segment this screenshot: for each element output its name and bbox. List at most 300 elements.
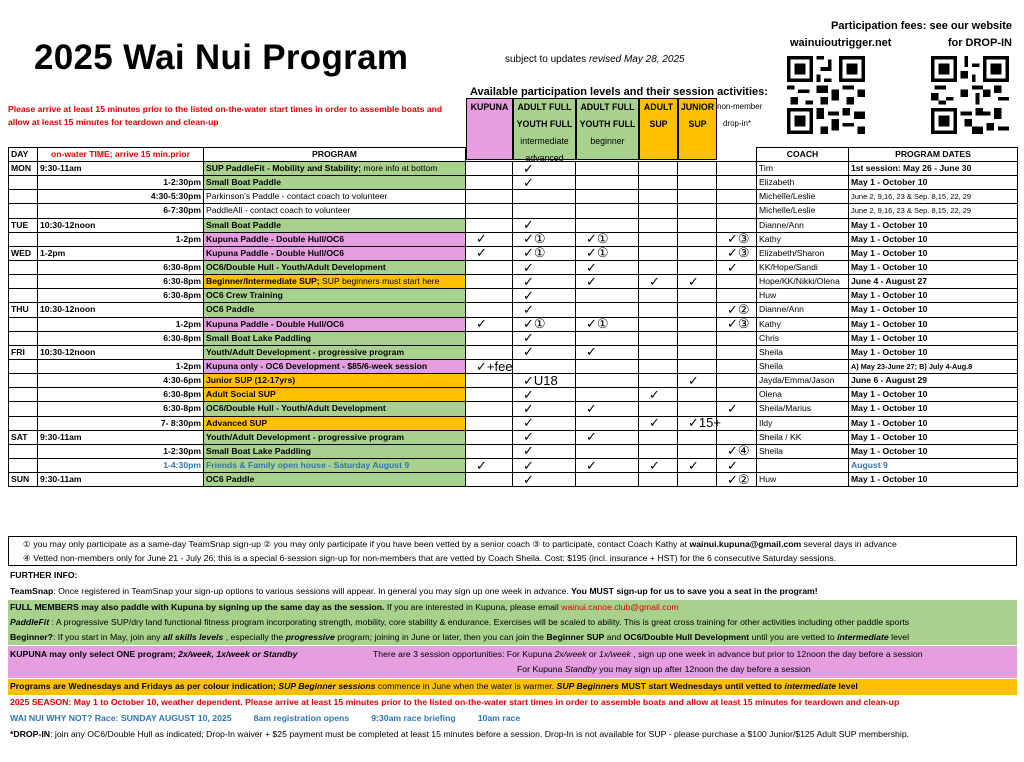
kupuna-note: KUPUNA may only select ONE program; 2x/week, 1x/week or Standby There are 3 session opportunities: For Kupuna 2x/week or 1x/week , sign up one week in advance but prior to 12noon the day before a session For Kupuna Standby you may sign up after 12noon the day before a session bbox=[8, 646, 1017, 678]
level-header-line: ADULT FULL bbox=[517, 102, 572, 112]
program-cell bbox=[204, 260, 466, 274]
dates-cell: May 1 - October 10 bbox=[849, 430, 1018, 444]
program-name: OC6/Double Hull - Youth/Adult Development bbox=[206, 403, 386, 414]
level-check-cell bbox=[639, 162, 678, 176]
level-check-cell bbox=[639, 176, 678, 190]
level-check-cell bbox=[678, 190, 717, 204]
level-check-cell: ✓① bbox=[513, 246, 576, 260]
level-check-cell bbox=[466, 162, 513, 176]
dates-cell: May 1 - October 10 bbox=[849, 388, 1018, 402]
program-cell bbox=[204, 303, 466, 317]
program-cell bbox=[204, 388, 466, 402]
dates-cell: May 1 - October 10 bbox=[849, 303, 1018, 317]
level-check-cell: ✓③ bbox=[717, 232, 757, 246]
level-check-cell bbox=[576, 359, 639, 373]
level-check-cell bbox=[576, 289, 639, 303]
qr-code-website-icon bbox=[786, 56, 866, 134]
table-row bbox=[9, 260, 1018, 274]
level-check-cell: ✓ bbox=[513, 444, 576, 458]
level-check-cell bbox=[639, 374, 678, 388]
level-check-cell bbox=[717, 275, 757, 289]
table-row bbox=[9, 218, 1018, 232]
header-level-blank bbox=[678, 148, 717, 162]
time-cell: 6:30-8pm bbox=[38, 260, 204, 274]
program-name: Friends & Family open house - Saturday August 9 bbox=[206, 460, 410, 471]
program-cell bbox=[204, 289, 466, 303]
day-cell: WED bbox=[9, 246, 38, 260]
level-header-line: beginner bbox=[590, 136, 625, 146]
time-cell: 1-2pm bbox=[38, 232, 204, 246]
day-cell bbox=[9, 176, 38, 190]
level-check-cell bbox=[466, 388, 513, 402]
level-check-cell bbox=[513, 204, 576, 218]
level-check-cell: ✓15+ bbox=[678, 416, 717, 430]
coach-cell: Chris bbox=[757, 331, 849, 345]
time-cell: 6:30-8pm bbox=[38, 331, 204, 345]
table-row bbox=[9, 232, 1018, 246]
coach-cell: Kathy bbox=[757, 317, 849, 331]
level-check-cell bbox=[639, 359, 678, 373]
level-check-cell bbox=[639, 473, 678, 487]
level-check-cell bbox=[678, 204, 717, 218]
level-check-cell bbox=[639, 345, 678, 359]
further-info-heading: FURTHER INFO: bbox=[10, 570, 78, 580]
qr-code-dropin-icon bbox=[930, 56, 1010, 134]
table-row bbox=[9, 359, 1018, 373]
header-level-blank bbox=[717, 148, 757, 162]
day-cell: SUN bbox=[9, 473, 38, 487]
schedule-table bbox=[8, 147, 1018, 487]
level-check-cell bbox=[576, 176, 639, 190]
page-title: 2025 Wai Nui Program bbox=[34, 38, 409, 77]
level-check-cell: ✓ bbox=[466, 232, 513, 246]
levels-title: Available participation levels and their session activities: bbox=[470, 86, 768, 98]
table-row bbox=[9, 458, 1018, 472]
table-row bbox=[9, 176, 1018, 190]
time-cell: 10:30-12noon bbox=[38, 303, 204, 317]
program-name: OC6/Double Hull - Youth/Adult Development bbox=[206, 262, 386, 273]
program-name: Small Boat Paddle bbox=[206, 177, 281, 188]
level-check-cell: ✓③ bbox=[717, 246, 757, 260]
level-check-cell bbox=[678, 331, 717, 345]
coach-cell: Jayda/Emma/Jason bbox=[757, 374, 849, 388]
program-name: SUP PaddleFit - Mobility and Stability; bbox=[206, 163, 362, 174]
level-check-cell bbox=[717, 331, 757, 345]
coach-cell: Elizabeth/Sharon bbox=[757, 246, 849, 260]
level-check-cell bbox=[717, 218, 757, 232]
level-check-cell bbox=[678, 303, 717, 317]
time-cell: 1-2:30pm bbox=[38, 444, 204, 458]
level-check-cell bbox=[466, 260, 513, 274]
level-check-cell bbox=[576, 204, 639, 218]
day-cell: THU bbox=[9, 303, 38, 317]
time-cell: 10:30-12noon bbox=[38, 345, 204, 359]
program-name: Kupuna Paddle - Double Hull/OC6 bbox=[206, 318, 344, 329]
program-cell bbox=[204, 345, 466, 359]
level-check-cell bbox=[678, 359, 717, 373]
level-check-cell bbox=[466, 473, 513, 487]
level-check-cell: ✓ bbox=[513, 260, 576, 274]
level-check-cell: ✓+fee bbox=[466, 359, 513, 373]
table-header-row bbox=[9, 148, 1018, 162]
day-cell bbox=[9, 444, 38, 458]
program-name: Youth/Adult Development - progressive program bbox=[206, 431, 404, 442]
level-check-cell bbox=[466, 402, 513, 416]
time-cell: 9:30-11am bbox=[38, 162, 204, 176]
dates-cell: May 1 - October 10 bbox=[849, 289, 1018, 303]
program-cell bbox=[204, 218, 466, 232]
program-cell bbox=[204, 275, 466, 289]
program-name: PaddleAll - contact coach to volunteer bbox=[206, 205, 351, 216]
level-header-line: KUPUNA bbox=[470, 102, 509, 112]
level-check-cell bbox=[639, 317, 678, 331]
program-name: Small Boat Lake Paddling bbox=[206, 332, 312, 343]
day-cell bbox=[9, 260, 38, 274]
time-cell: 6:30-8pm bbox=[38, 289, 204, 303]
level-check-cell: ✓ bbox=[513, 458, 576, 472]
program-name: Kupuna Paddle - Double Hull/OC6 bbox=[206, 233, 344, 244]
day-cell bbox=[9, 359, 38, 373]
level-header-line: JUNIOR bbox=[680, 102, 715, 112]
table-row bbox=[9, 317, 1018, 331]
level-check-cell: ✓ bbox=[639, 388, 678, 402]
program-cell bbox=[204, 444, 466, 458]
level-check-cell: ✓ bbox=[576, 345, 639, 359]
table-row bbox=[9, 473, 1018, 487]
level-header-line: YOUTH FULL bbox=[516, 119, 573, 129]
level-check-cell: ✓ bbox=[513, 303, 576, 317]
level-check-cell bbox=[678, 402, 717, 416]
level-check-cell bbox=[639, 289, 678, 303]
level-check-cell bbox=[717, 374, 757, 388]
program-cell bbox=[204, 430, 466, 444]
level-check-cell: ✓ bbox=[513, 388, 576, 402]
footnote-line-2: ④ Vetted non-members only for June 21 - July 26: this is a special 6-session sign-up for non-members that are vetted by Coach Sheila. Cost: $195 (incl. insurance + HST) for the 6 consecutive Saturday sessions. bbox=[23, 553, 836, 563]
level-check-cell bbox=[717, 388, 757, 402]
table-row bbox=[9, 190, 1018, 204]
dates-cell: A) May 23-June 27; B) July 4-Aug.8 bbox=[849, 359, 1018, 373]
level-header-line: drop-in* bbox=[722, 119, 751, 128]
day-cell bbox=[9, 374, 38, 388]
level-check-cell bbox=[466, 444, 513, 458]
dropin-note: *DROP-IN: join any OC6/Double Hull as indicated; Drop-In waiver + $25 payment must be completed at least 15 minutes before a session. Drop-In is not available for SUP - please purchase a $100 Junior/$125 Adult SUP membership. bbox=[10, 729, 910, 739]
program-cell bbox=[204, 416, 466, 430]
dates-cell: June 2, 9,16, 23 & Sep. 8,15, 22, 29 bbox=[849, 204, 1018, 218]
level-check-cell bbox=[576, 444, 639, 458]
dates-cell: June 4 - August 27 bbox=[849, 275, 1018, 289]
day-cell bbox=[9, 331, 38, 345]
table-row bbox=[9, 416, 1018, 430]
level-check-cell: ✓ bbox=[513, 331, 576, 345]
program-name: Small Boat Lake Paddling bbox=[206, 445, 312, 456]
time-cell: 7- 8:30pm bbox=[38, 416, 204, 430]
level-check-cell: ✓ bbox=[639, 416, 678, 430]
coach-cell: Tim bbox=[757, 162, 849, 176]
level-check-cell: ✓ bbox=[513, 430, 576, 444]
level-check-cell: ✓③ bbox=[717, 317, 757, 331]
level-check-cell bbox=[678, 289, 717, 303]
level-check-cell: ✓ bbox=[513, 416, 576, 430]
coach-cell: Elizabeth bbox=[757, 176, 849, 190]
website-link[interactable]: wainuioutrigger.net bbox=[790, 37, 892, 49]
dates-cell: May 1 - October 10 bbox=[849, 218, 1018, 232]
level-check-cell bbox=[576, 331, 639, 345]
level-check-cell: ✓ bbox=[576, 260, 639, 274]
level-check-cell bbox=[717, 204, 757, 218]
level-check-cell: ✓ bbox=[576, 402, 639, 416]
time-cell: 1-2pm bbox=[38, 317, 204, 331]
paddlefit-note: PaddleFit : A progressive SUP/dry land functional fitness program incorporating strength, mobility, core stability & endurance. Exercises will be scaled to ability. This is great cross training for other activities including other paddle sports bbox=[8, 615, 1017, 630]
coach-cell: Michelle/Leslie bbox=[757, 204, 849, 218]
level-check-cell bbox=[576, 190, 639, 204]
program-name: OC6 Paddle bbox=[206, 304, 255, 315]
header-time: on-water TIME; arrive 15 min.prior bbox=[38, 148, 204, 162]
header-level-blank bbox=[639, 148, 678, 162]
level-check-cell bbox=[678, 176, 717, 190]
level-check-cell bbox=[717, 162, 757, 176]
level-check-cell bbox=[466, 275, 513, 289]
header-level-blank bbox=[576, 148, 639, 162]
coach-cell: Huw bbox=[757, 289, 849, 303]
day-cell: SAT bbox=[9, 430, 38, 444]
level-check-cell bbox=[717, 345, 757, 359]
level-check-cell bbox=[576, 162, 639, 176]
dates-cell: May 1 - October 10 bbox=[849, 473, 1018, 487]
level-header-line: ADULT bbox=[643, 102, 674, 112]
program-extra: more info at bottom bbox=[361, 163, 438, 174]
level-check-cell: ✓ bbox=[466, 246, 513, 260]
day-cell: FRI bbox=[9, 345, 38, 359]
dates-cell: May 1 - October 10 bbox=[849, 416, 1018, 430]
footnote-line-1: ① you may only participate as a same-day TeamSnap sign-up ② you may only participate if you have been vetted by a senior coach ③ to participate, contact Coach Kathy at wainui.kupuna@gmail.com several days in advance bbox=[23, 539, 897, 549]
program-cell bbox=[204, 246, 466, 260]
level-check-cell: ✓① bbox=[513, 232, 576, 246]
dates-cell: May 1 - October 10 bbox=[849, 260, 1018, 274]
level-check-cell: ✓ bbox=[576, 275, 639, 289]
dates-cell: May 1 - October 10 bbox=[849, 317, 1018, 331]
level-check-cell bbox=[466, 345, 513, 359]
time-cell: 10:30-12noon bbox=[38, 218, 204, 232]
coach-cell: Dianne/Ann bbox=[757, 218, 849, 232]
level-check-cell: ✓ bbox=[576, 430, 639, 444]
level-check-cell: ✓ bbox=[639, 275, 678, 289]
level-check-cell bbox=[466, 190, 513, 204]
level-check-cell: ✓ bbox=[678, 275, 717, 289]
level-check-cell: ✓ bbox=[717, 260, 757, 274]
program-cell bbox=[204, 359, 466, 373]
arrival-warning: Please arrive at least 15 minutes prior to the listed on-the-water start times in order to assemble boats and allow at least 15 minutes for teardown and clean-up bbox=[8, 104, 443, 127]
level-check-cell bbox=[639, 260, 678, 274]
day-cell bbox=[9, 190, 38, 204]
header-day: DAY bbox=[9, 148, 38, 162]
level-check-cell bbox=[466, 331, 513, 345]
time-cell: 4:30-5:30pm bbox=[38, 190, 204, 204]
level-check-cell bbox=[639, 218, 678, 232]
level-check-cell bbox=[678, 246, 717, 260]
level-check-cell bbox=[678, 345, 717, 359]
table-row bbox=[9, 162, 1018, 176]
level-check-cell bbox=[639, 232, 678, 246]
beginner-note: Beginner?: If you start in May, join any all skills levels , especially the progressive program; joining in June or later, then you can join the Beginner SUP and OC6/Double Hull Development until you are vetted to intermediate level bbox=[8, 630, 1017, 645]
level-check-cell: ✓ bbox=[513, 275, 576, 289]
level-check-cell: ✓ bbox=[513, 345, 576, 359]
season-note: 2025 SEASON: May 1 to October 10, weather dependent. Please arrive at least 15 minutes prior to the listed on-the-water start times in order to assemble boats and allow at least 15 minutes for teardown and clean-up bbox=[10, 697, 900, 707]
level-check-cell bbox=[576, 374, 639, 388]
coach-cell: Sheila bbox=[757, 359, 849, 373]
dates-cell: May 1 - October 10 bbox=[849, 331, 1018, 345]
race-note: WAI NUI WHY NOT? Race: SUNDAY AUGUST 10, 2025 8am registration opens 9:30am race briefing 10am race bbox=[10, 713, 521, 723]
level-check-cell bbox=[466, 430, 513, 444]
coach-cell: Sheila / KK bbox=[757, 430, 849, 444]
table-row bbox=[9, 345, 1018, 359]
time-cell: 9:30-11am bbox=[38, 473, 204, 487]
table-row bbox=[9, 303, 1018, 317]
level-check-cell bbox=[639, 331, 678, 345]
level-check-cell: ✓④ bbox=[717, 444, 757, 458]
time-cell: 1-2pm bbox=[38, 359, 204, 373]
level-check-cell: ✓② bbox=[717, 303, 757, 317]
coach-cell: Kathy bbox=[757, 232, 849, 246]
level-check-cell bbox=[466, 303, 513, 317]
dropin-label: for DROP-IN bbox=[947, 37, 1012, 49]
header-level-blank bbox=[513, 148, 576, 162]
level-check-cell bbox=[639, 190, 678, 204]
level-check-cell: ✓ bbox=[513, 176, 576, 190]
level-check-cell bbox=[678, 162, 717, 176]
level-header-line: ADULT FULL bbox=[580, 102, 635, 112]
table-row bbox=[9, 246, 1018, 260]
fees-note: Participation fees: see our website bbox=[831, 20, 1012, 32]
level-check-cell bbox=[576, 416, 639, 430]
level-check-cell bbox=[639, 303, 678, 317]
coach-cell: Ildy bbox=[757, 416, 849, 430]
level-check-cell bbox=[717, 430, 757, 444]
day-cell bbox=[9, 204, 38, 218]
level-check-cell bbox=[466, 204, 513, 218]
day-cell: TUE bbox=[9, 218, 38, 232]
level-check-cell: ✓ bbox=[717, 458, 757, 472]
canoe-club-email-link[interactable]: wainui.canoe.club@gmail.com bbox=[561, 602, 679, 612]
level-check-cell bbox=[678, 317, 717, 331]
time-cell: 6:30-8pm bbox=[38, 402, 204, 416]
level-header-line: non-member bbox=[717, 102, 763, 111]
level-check-cell bbox=[678, 430, 717, 444]
level-check-cell: ✓ bbox=[466, 458, 513, 472]
level-check-cell: ✓ bbox=[466, 317, 513, 331]
day-cell bbox=[9, 275, 38, 289]
program-cell bbox=[204, 162, 466, 176]
level-check-cell bbox=[576, 473, 639, 487]
time-cell: 9:30-11am bbox=[38, 430, 204, 444]
program-cell bbox=[204, 473, 466, 487]
level-check-cell: ✓① bbox=[513, 317, 576, 331]
coach-cell: Olena bbox=[757, 388, 849, 402]
level-check-cell bbox=[717, 176, 757, 190]
level-check-cell bbox=[717, 416, 757, 430]
dates-cell: May 1 - October 10 bbox=[849, 232, 1018, 246]
level-check-cell bbox=[576, 303, 639, 317]
coach-cell: Sheila/Marius bbox=[757, 402, 849, 416]
revision-note: subject to updates revised May 28, 2025 bbox=[505, 54, 685, 65]
table-row bbox=[9, 289, 1018, 303]
time-cell: 6:30-8pm bbox=[38, 388, 204, 402]
program-cell bbox=[204, 402, 466, 416]
level-header-line: SUP bbox=[688, 119, 707, 129]
teamsnap-note: TeamSnap: Once registered in TeamSnap your sign-up options to various sessions will appear. In general you may sign up one week in advance. You MUST sign-up for us to save you a seat in the program! bbox=[10, 586, 818, 596]
level-check-cell: ✓② bbox=[717, 473, 757, 487]
time-cell: 1-2:30pm bbox=[38, 176, 204, 190]
level-check-cell: ✓U18 bbox=[513, 374, 576, 388]
level-check-cell bbox=[576, 388, 639, 402]
program-cell bbox=[204, 374, 466, 388]
header-level-blank bbox=[466, 148, 513, 162]
programs-note: Programs are Wednesdays and Fridays as per colour indication; SUP Beginner sessions commence in June when the water is warmer. SUP Beginners MUST start Wednesdays until vetted to intermediate level bbox=[8, 679, 1017, 695]
level-check-cell: ✓① bbox=[576, 317, 639, 331]
level-check-cell: ✓ bbox=[678, 458, 717, 472]
time-cell: 1-2pm bbox=[38, 246, 204, 260]
program-cell bbox=[204, 331, 466, 345]
level-check-cell bbox=[466, 176, 513, 190]
program-name: Adult Social SUP bbox=[206, 389, 276, 400]
program-name: Advanced SUP bbox=[206, 417, 268, 428]
dates-cell: May 1 - October 10 bbox=[849, 402, 1018, 416]
header-coach: COACH bbox=[757, 148, 849, 162]
level-check-cell bbox=[466, 416, 513, 430]
time-cell: 1-4:30pm bbox=[38, 458, 204, 472]
day-cell bbox=[9, 232, 38, 246]
program-name: Small Boat Paddle bbox=[206, 219, 281, 230]
level-header-line: SUP bbox=[649, 119, 668, 129]
level-check-cell bbox=[513, 359, 576, 373]
program-cell bbox=[204, 190, 466, 204]
level-check-cell: ✓ bbox=[639, 458, 678, 472]
program-name: OC6 Paddle bbox=[206, 474, 255, 485]
level-check-cell: ✓① bbox=[576, 232, 639, 246]
level-header-line: advanced bbox=[525, 153, 564, 163]
program-name: Parkinson's Paddle - contact coach to volunteer bbox=[206, 191, 388, 202]
level-check-cell: ✓ bbox=[513, 289, 576, 303]
program-cell bbox=[204, 317, 466, 331]
dates-cell: June 6 - August 29 bbox=[849, 374, 1018, 388]
program-name: Junior SUP (12-17yrs) bbox=[206, 375, 296, 386]
level-check-cell bbox=[678, 473, 717, 487]
table-row bbox=[9, 444, 1018, 458]
level-check-cell bbox=[466, 218, 513, 232]
program-cell bbox=[204, 458, 466, 472]
program-cell bbox=[204, 176, 466, 190]
day-cell bbox=[9, 289, 38, 303]
level-check-cell bbox=[717, 289, 757, 303]
level-check-cell: ✓ bbox=[513, 402, 576, 416]
table-row bbox=[9, 204, 1018, 218]
header-dates: PROGRAM DATES bbox=[849, 148, 1018, 162]
level-check-cell bbox=[717, 190, 757, 204]
time-cell: 6-7:30pm bbox=[38, 204, 204, 218]
coach-cell: KK/Hope/Sandi bbox=[757, 260, 849, 274]
header-program: PROGRAM bbox=[204, 148, 466, 162]
kupuna-email-link[interactable]: wainui.kupuna@gmail.com bbox=[689, 539, 802, 549]
program-name: Youth/Adult Development - progressive program bbox=[206, 346, 404, 357]
level-check-cell: ✓ bbox=[513, 162, 576, 176]
level-check-cell bbox=[639, 402, 678, 416]
level-check-cell bbox=[466, 374, 513, 388]
level-check-cell bbox=[639, 444, 678, 458]
table-row bbox=[9, 430, 1018, 444]
level-check-cell bbox=[466, 289, 513, 303]
day-cell bbox=[9, 416, 38, 430]
day-cell: MON bbox=[9, 162, 38, 176]
time-cell: 4:30-6pm bbox=[38, 374, 204, 388]
